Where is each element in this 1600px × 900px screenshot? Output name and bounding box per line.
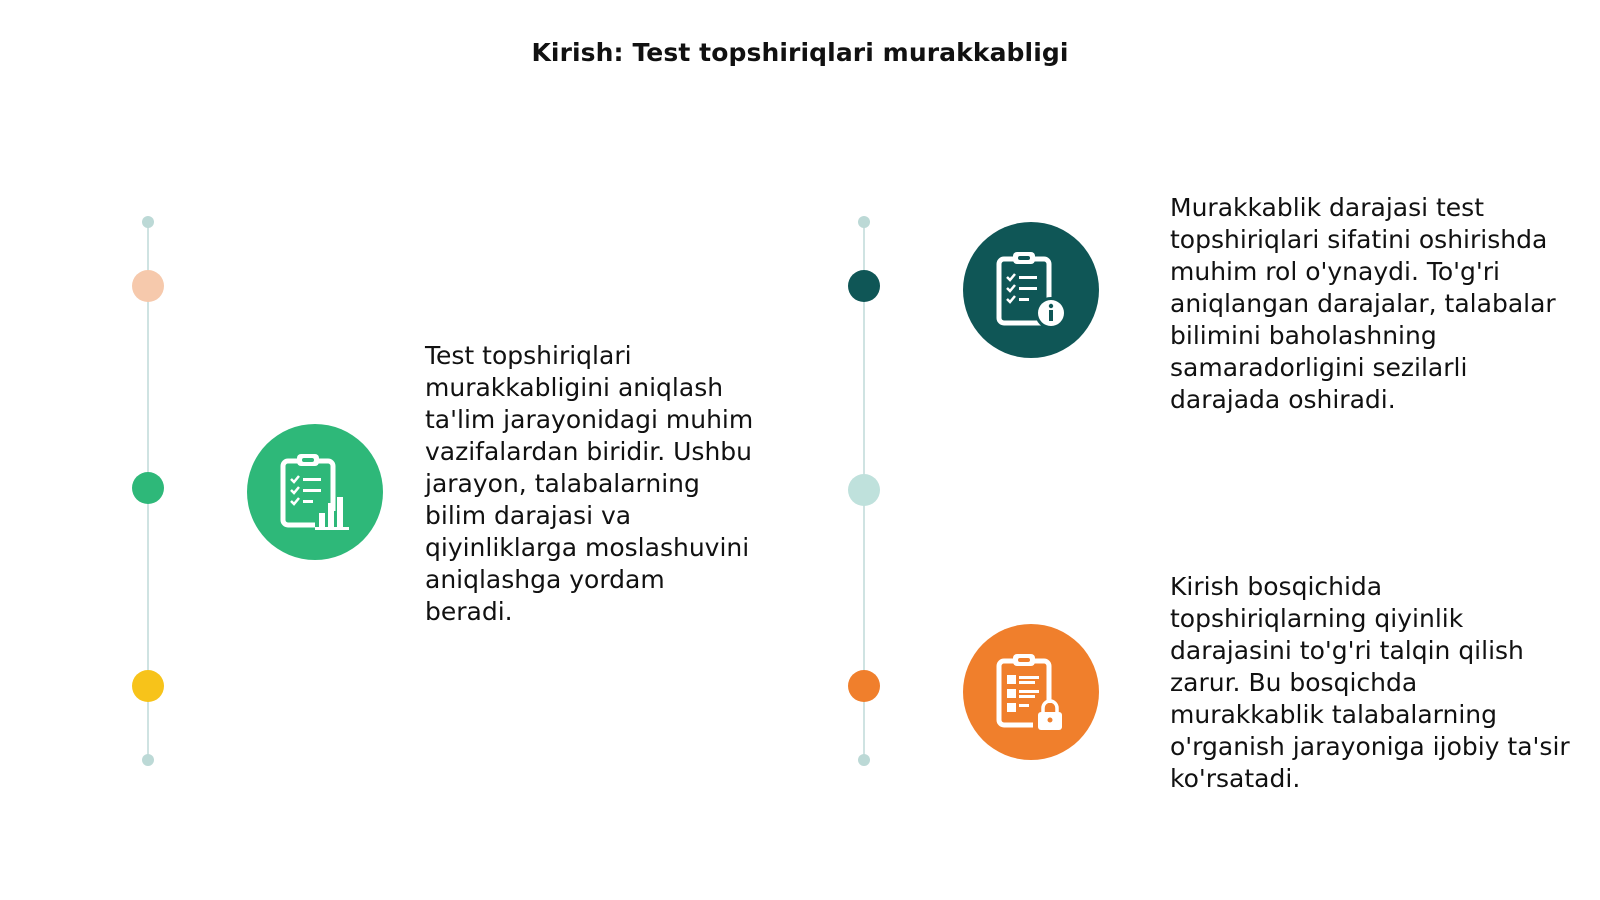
timeline-dot-yellow [132, 670, 164, 702]
page-title: Kirish: Test topshiriqlari murakkabligi [531, 38, 1069, 67]
timeline-dot-teal-dark [848, 270, 880, 302]
timeline-dot-peach [132, 270, 164, 302]
item-text-2: Murakkablik darajasi test topshiriqlari sifatini oshirishda muhim rol o'ynaydi. To'g'ri aniqlangan darajalar, talabalar bilimini baholashning samaradorligini sezilarli darajada oshiradi. [1170, 193, 1556, 414]
timeline-dot-green [132, 472, 164, 504]
clipboard-lock-icon [993, 651, 1069, 733]
timeline-right [844, 210, 884, 770]
item-text-1: Test topshiriqlari murakkabligini aniqlash ta'lim jarayonidagi muhim vazifalardan biridir. Ushbu jarayon, talabalarning bilim darajasi va qiyinliklarga moslashuvini aniqlashga yordam beradi. [425, 341, 754, 626]
timeline-endpoint-bottom [858, 754, 870, 766]
icon-circle-green [247, 424, 383, 560]
clipboard-info-icon [993, 249, 1069, 331]
timeline-dot-teal-light [848, 474, 880, 506]
timeline-dot-orange [848, 670, 880, 702]
timeline-endpoint-bottom [142, 754, 154, 766]
icon-circle-orange [963, 624, 1099, 760]
timeline-endpoint-top [858, 216, 870, 228]
icon-circle-teal [963, 222, 1099, 358]
timeline-endpoint-top [142, 216, 154, 228]
clipboard-chart-icon [277, 451, 353, 533]
item-text-3: Kirish bosqichida topshiriqlarning qiyinlik darajasini to'g'ri talqin qilish zarur. Bu bosqichda murakkablik talabalarning o'rganish jarayoniga ijobiy ta'sir ko'rsatadi. [1170, 572, 1570, 793]
timeline-left [128, 210, 168, 770]
